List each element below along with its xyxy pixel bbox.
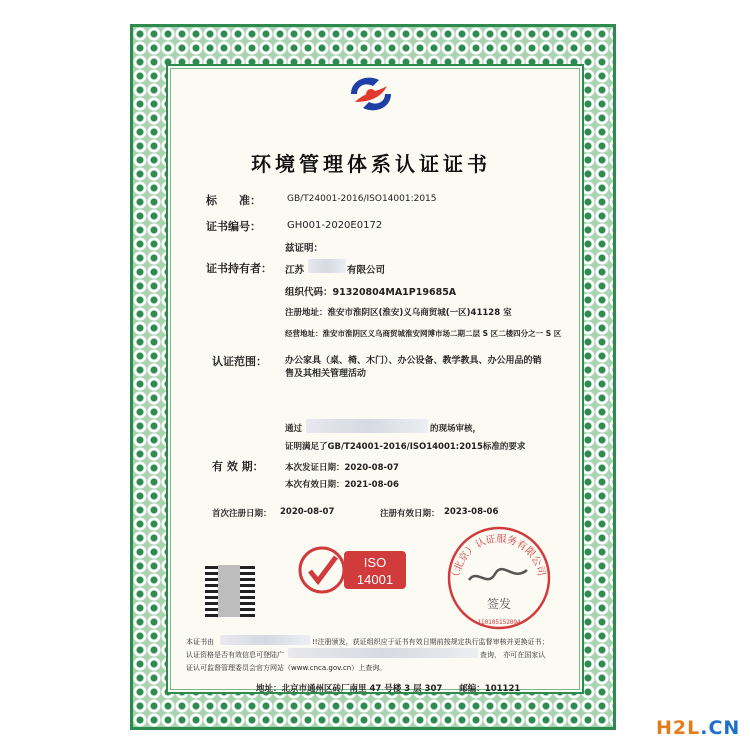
cert-no-value: GH001-2020E0172	[287, 220, 383, 231]
qr-redaction	[218, 565, 240, 617]
certificate-title: 环境管理体系认证证书	[251, 152, 491, 176]
stamp-ring-text: （北京）认证服务有限公司	[450, 533, 547, 583]
standard-value: GB/T24001-2016/ISO14001:2015	[287, 194, 437, 204]
footer-line-2a: 认证资格是否有效信息可登陆广	[186, 651, 284, 659]
business-address: 经营地址：淮安市淮阴区义乌商贸城淮安网博市场二期二层 S 区二楼四分之一 S 区	[285, 329, 562, 338]
registration-valid-date: 2023-08-06	[444, 507, 499, 517]
watermark-part-2: .CN	[700, 717, 741, 739]
registration-valid-label: 注册有效日期：	[380, 509, 440, 519]
cert-no-label: 证书编号：	[206, 220, 261, 233]
holder-prefix: 江苏	[285, 265, 305, 276]
stamp-code: 110105152094	[477, 619, 521, 626]
redacted-holder	[308, 259, 346, 273]
iso-text-2: 14001	[356, 572, 394, 587]
scope-line-2: 售及其相关管理活动	[285, 369, 367, 379]
issuer-address: 地址：北京市通州区砖厂南里 47 号楼 3 层 307 邮编：101121	[256, 684, 521, 694]
redacted-auditor	[306, 419, 428, 433]
footer-line-3: 证认可监督管理委员会官方网站（www.cnca.gov.cn）上查询。	[186, 664, 387, 672]
validity-label: 有 效 期：	[212, 460, 264, 473]
conformance-statement: 证明满足了GB/T24001-2016/ISO14001:2015标准的要求	[285, 442, 526, 452]
redacted-site	[288, 648, 478, 658]
watermark-logo[interactable]	[656, 717, 740, 739]
valid-date: 本次有效日期：2021-08-06	[285, 480, 399, 490]
issue-date: 本次发证日期：2020-08-07	[285, 463, 399, 473]
official-seal-icon	[443, 522, 555, 632]
scope-line-1: 办公家具（桌、椅、木门）、办公设备、教学教具、办公用品的销	[285, 356, 542, 366]
iso-text-1: ISO	[363, 555, 387, 570]
registered-address: 注册地址：淮安市淮阴区(淮安)义乌商贸城(一区)41128 室	[285, 308, 512, 318]
cert-logo-icon	[345, 72, 397, 116]
pass-prefix: 通过	[285, 424, 303, 434]
footer-line-2b: 查询， 亦可在国家认	[480, 651, 546, 659]
pass-suffix: 的现场审核，	[430, 424, 482, 434]
iso-badge-icon	[298, 545, 408, 595]
holder-label: 证书持有者：	[206, 262, 272, 275]
footer-line-1a: 本证书由	[186, 638, 214, 646]
redacted-issuer	[220, 635, 310, 645]
footer-line-1b: !!注册颁发，获证组织应于证书有效日期前按规定执行监督审核并更换证书；	[312, 638, 549, 646]
hereby-text: 兹证明：	[285, 243, 324, 254]
standard-label: 标 准：	[206, 194, 261, 207]
holder-suffix: 有限公司	[347, 265, 386, 276]
org-code: 组织代码：91320804MA1P19685A	[285, 287, 457, 298]
scope-label: 认证范围：	[212, 355, 267, 368]
watermark-part-1: H2L	[656, 717, 701, 739]
first-registration-date: 2020-08-07	[280, 507, 335, 517]
stamp-sign-text: 签发	[486, 597, 512, 611]
first-registration-label: 首次注册日期：	[212, 509, 272, 519]
